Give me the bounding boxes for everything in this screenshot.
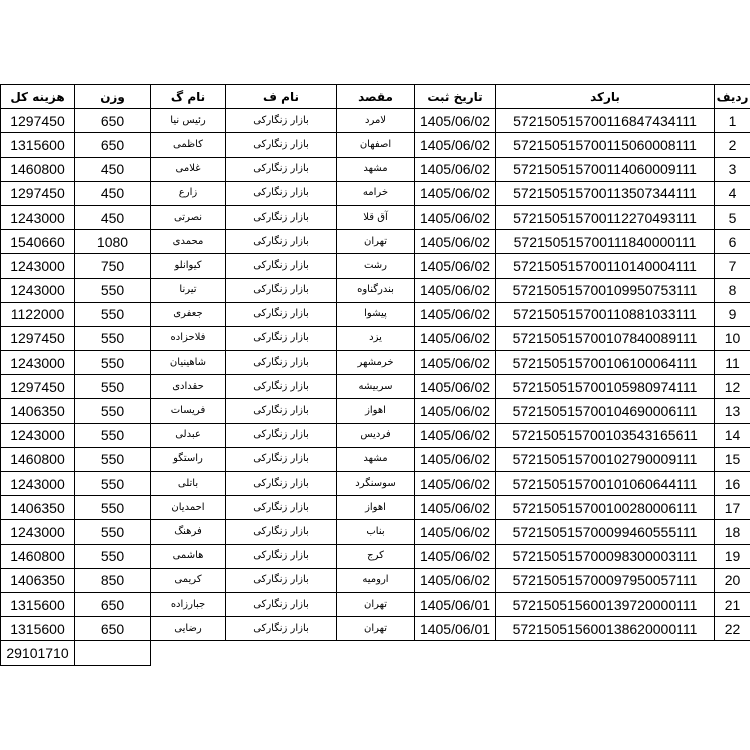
total-empty-cell <box>226 641 337 665</box>
weight-cell: 750 <box>75 254 151 278</box>
table-row <box>1 302 750 326</box>
total-empty-cell <box>415 641 496 665</box>
row-number: 3 <box>715 157 750 181</box>
cost-cell: 1297450 <box>1 326 75 350</box>
cost-cell: 1406350 <box>1 496 75 520</box>
last-name-cell: جعفری <box>151 302 226 326</box>
header-date: تاریخ ثبت <box>415 85 496 109</box>
row-number: 13 <box>715 399 750 423</box>
barcode-cell: 572150515700109950753111 <box>496 278 715 302</box>
row-number: 2 <box>715 133 750 157</box>
date-cell: 1405/06/02 <box>415 351 496 375</box>
cost-cell: 1243000 <box>1 205 75 229</box>
barcode-cell: 572150515700098300003111 <box>496 544 715 568</box>
last-name-cell: عبدلی <box>151 423 226 447</box>
table-row <box>1 520 750 544</box>
barcode-cell: 572150515700107840089111 <box>496 326 715 350</box>
barcode-cell: 572150515700097950057111 <box>496 568 715 592</box>
row-number: 17 <box>715 496 750 520</box>
destination-cell: سربیشه <box>337 375 415 399</box>
first-name-cell: بازار زنگارکی <box>226 592 337 616</box>
destination-cell: یزد <box>337 326 415 350</box>
weight-cell: 550 <box>75 302 151 326</box>
destination-cell: پیشوا <box>337 302 415 326</box>
date-cell: 1405/06/01 <box>415 592 496 616</box>
weight-cell: 550 <box>75 326 151 350</box>
weight-cell: 550 <box>75 375 151 399</box>
destination-cell: تهران <box>337 592 415 616</box>
date-cell: 1405/06/02 <box>415 109 496 133</box>
last-name-cell: حقدادی <box>151 375 226 399</box>
weight-cell: 550 <box>75 520 151 544</box>
destination-cell: تهران <box>337 230 415 254</box>
destination-cell: بناب <box>337 520 415 544</box>
grand-total: 29101710 <box>1 641 75 665</box>
last-name-cell: جبارزاده <box>151 592 226 616</box>
table-row <box>1 205 750 229</box>
header-radif: ردیف <box>715 85 750 109</box>
cost-cell: 1243000 <box>1 520 75 544</box>
row-number: 18 <box>715 520 750 544</box>
barcode-cell: 572150515700106100064111 <box>496 351 715 375</box>
date-cell: 1405/06/02 <box>415 278 496 302</box>
weight-cell: 650 <box>75 109 151 133</box>
weight-cell: 550 <box>75 447 151 471</box>
cost-cell: 1243000 <box>1 278 75 302</box>
table-row <box>1 423 750 447</box>
barcode-cell: 572150515700112270493111 <box>496 205 715 229</box>
last-name-cell: کریمی <box>151 568 226 592</box>
cost-cell: 1243000 <box>1 351 75 375</box>
table-row <box>1 496 750 520</box>
row-number: 11 <box>715 351 750 375</box>
row-number: 21 <box>715 592 750 616</box>
row-number: 22 <box>715 617 750 641</box>
header-barcode: بارکد <box>496 85 715 109</box>
date-cell: 1405/06/02 <box>415 254 496 278</box>
row-number: 10 <box>715 326 750 350</box>
header-total-cost: هزینه کل <box>1 85 75 109</box>
total-empty-cell <box>337 641 415 665</box>
first-name-cell: بازار زنگارکی <box>226 133 337 157</box>
cost-cell: 1122000 <box>1 302 75 326</box>
header-last-name: نام گ <box>151 85 226 109</box>
first-name-cell: بازار زنگارکی <box>226 496 337 520</box>
first-name-cell: بازار زنگارکی <box>226 278 337 302</box>
first-name-cell: بازار زنگارکی <box>226 447 337 471</box>
date-cell: 1405/06/02 <box>415 447 496 471</box>
date-cell: 1405/06/02 <box>415 181 496 205</box>
table-row <box>1 592 750 616</box>
barcode-cell: 572150515700102790009111 <box>496 447 715 471</box>
table-row <box>1 472 750 496</box>
table-row <box>1 230 750 254</box>
weight-cell: 450 <box>75 205 151 229</box>
total-empty-cell <box>715 641 750 665</box>
cost-cell: 1243000 <box>1 423 75 447</box>
destination-cell: مشهد <box>337 157 415 181</box>
cost-cell: 1460800 <box>1 157 75 181</box>
row-number: 19 <box>715 544 750 568</box>
destination-cell: سوسنگرد <box>337 472 415 496</box>
destination-cell: خرمشهر <box>337 351 415 375</box>
first-name-cell: بازار زنگارکی <box>226 109 337 133</box>
header-destination: مقصد <box>337 85 415 109</box>
cost-cell: 1297450 <box>1 109 75 133</box>
first-name-cell: بازار زنگارکی <box>226 157 337 181</box>
weight-cell: 550 <box>75 472 151 496</box>
date-cell: 1405/06/02 <box>415 205 496 229</box>
destination-cell: تهران <box>337 617 415 641</box>
weight-cell: 550 <box>75 278 151 302</box>
table-row <box>1 568 750 592</box>
last-name-cell: کاظمی <box>151 133 226 157</box>
weight-cell: 650 <box>75 133 151 157</box>
last-name-cell: احمدیان <box>151 496 226 520</box>
cost-cell: 1406350 <box>1 399 75 423</box>
last-name-cell: راستگو <box>151 447 226 471</box>
last-name-cell: رئیس نیا <box>151 109 226 133</box>
weight-cell: 550 <box>75 496 151 520</box>
table-row <box>1 326 750 350</box>
total-empty-cell <box>151 641 226 665</box>
date-cell: 1405/06/02 <box>415 133 496 157</box>
first-name-cell: بازار زنگارکی <box>226 472 337 496</box>
cost-cell: 1540660 <box>1 230 75 254</box>
first-name-cell: بازار زنگارکی <box>226 181 337 205</box>
first-name-cell: بازار زنگارکی <box>226 205 337 229</box>
barcode-cell: 572150515700114060009111 <box>496 157 715 181</box>
barcode-cell: 572150515700099460555111 <box>496 520 715 544</box>
cost-cell: 1460800 <box>1 544 75 568</box>
shipment-table <box>0 84 750 666</box>
destination-cell: اهواز <box>337 496 415 520</box>
weight-cell: 650 <box>75 592 151 616</box>
table-row <box>1 617 750 641</box>
barcode-cell: 572150515700113507344111 <box>496 181 715 205</box>
last-name-cell: رضایی <box>151 617 226 641</box>
row-number: 15 <box>715 447 750 471</box>
cost-cell: 1243000 <box>1 254 75 278</box>
barcode-cell: 572150515700100280006111 <box>496 496 715 520</box>
cost-cell: 1315600 <box>1 617 75 641</box>
date-cell: 1405/06/02 <box>415 544 496 568</box>
row-number: 7 <box>715 254 750 278</box>
table-row <box>1 447 750 471</box>
last-name-cell: فلاحزاده <box>151 326 226 350</box>
table-row <box>1 109 750 133</box>
barcode-cell: 572150515700116847434111 <box>496 109 715 133</box>
barcode-cell: 572150515700103543165611 <box>496 423 715 447</box>
destination-cell: اهواز <box>337 399 415 423</box>
first-name-cell: بازار زنگارکی <box>226 617 337 641</box>
first-name-cell: بازار زنگارکی <box>226 568 337 592</box>
last-name-cell: تیرنا <box>151 278 226 302</box>
row-number: 20 <box>715 568 750 592</box>
first-name-cell: بازار زنگارکی <box>226 544 337 568</box>
table-row <box>1 544 750 568</box>
row-number: 4 <box>715 181 750 205</box>
total-empty-cell <box>496 641 715 665</box>
row-number: 12 <box>715 375 750 399</box>
row-number: 1 <box>715 109 750 133</box>
date-cell: 1405/06/02 <box>415 399 496 423</box>
first-name-cell: بازار زنگارکی <box>226 230 337 254</box>
weight-cell: 550 <box>75 351 151 375</box>
last-name-cell: زارع <box>151 181 226 205</box>
table-row <box>1 375 750 399</box>
cost-cell: 1297450 <box>1 181 75 205</box>
last-name-cell: محمدی <box>151 230 226 254</box>
row-number: 16 <box>715 472 750 496</box>
destination-cell: رشت <box>337 254 415 278</box>
weight-cell: 550 <box>75 544 151 568</box>
weight-cell: 550 <box>75 399 151 423</box>
weight-cell: 450 <box>75 157 151 181</box>
cost-cell: 1460800 <box>1 447 75 471</box>
destination-cell: خرامه <box>337 181 415 205</box>
barcode-cell: 572150515600138620000111 <box>496 617 715 641</box>
total-empty-cell <box>75 641 151 665</box>
last-name-cell: فریسات <box>151 399 226 423</box>
date-cell: 1405/06/02 <box>415 496 496 520</box>
row-number: 6 <box>715 230 750 254</box>
first-name-cell: بازار زنگارکی <box>226 520 337 544</box>
date-cell: 1405/06/02 <box>415 423 496 447</box>
barcode-cell: 572150515700110881033111 <box>496 302 715 326</box>
cost-cell: 1315600 <box>1 592 75 616</box>
destination-cell: ارومیه <box>337 568 415 592</box>
last-name-cell: هاشمی <box>151 544 226 568</box>
last-name-cell: کیوانلو <box>151 254 226 278</box>
row-number: 5 <box>715 205 750 229</box>
weight-cell: 450 <box>75 181 151 205</box>
barcode-cell: 572150515700105980974111 <box>496 375 715 399</box>
row-number: 14 <box>715 423 750 447</box>
table-row <box>1 278 750 302</box>
table-row <box>1 351 750 375</box>
header-first-name: نام ف <box>226 85 337 109</box>
total-row <box>1 641 750 665</box>
destination-cell: بندرگناوه <box>337 278 415 302</box>
header-weight: وزن <box>75 85 151 109</box>
cost-cell: 1406350 <box>1 568 75 592</box>
weight-cell: 650 <box>75 617 151 641</box>
header-row <box>1 85 750 109</box>
barcode-cell: 572150515700115060008111 <box>496 133 715 157</box>
first-name-cell: بازار زنگارکی <box>226 254 337 278</box>
cost-cell: 1315600 <box>1 133 75 157</box>
barcode-cell: 572150515700111840000111 <box>496 230 715 254</box>
weight-cell: 850 <box>75 568 151 592</box>
date-cell: 1405/06/02 <box>415 520 496 544</box>
last-name-cell: غلامی <box>151 157 226 181</box>
barcode-cell: 572150515700101060644111 <box>496 472 715 496</box>
last-name-cell: فرهنگ <box>151 520 226 544</box>
destination-cell: آق قلا <box>337 205 415 229</box>
first-name-cell: بازار زنگارکی <box>226 302 337 326</box>
weight-cell: 1080 <box>75 230 151 254</box>
barcode-cell: 572150515700110140004111 <box>496 254 715 278</box>
first-name-cell: بازار زنگارکی <box>226 375 337 399</box>
date-cell: 1405/06/02 <box>415 326 496 350</box>
last-name-cell: نصرتی <box>151 205 226 229</box>
cost-cell: 1297450 <box>1 375 75 399</box>
cost-cell: 1243000 <box>1 472 75 496</box>
date-cell: 1405/06/02 <box>415 230 496 254</box>
first-name-cell: بازار زنگارکی <box>226 399 337 423</box>
destination-cell: کرج <box>337 544 415 568</box>
date-cell: 1405/06/02 <box>415 157 496 181</box>
date-cell: 1405/06/01 <box>415 617 496 641</box>
barcode-cell: 572150515700104690006111 <box>496 399 715 423</box>
date-cell: 1405/06/02 <box>415 302 496 326</box>
table-row <box>1 399 750 423</box>
date-cell: 1405/06/02 <box>415 375 496 399</box>
last-name-cell: شاهینیان <box>151 351 226 375</box>
date-cell: 1405/06/02 <box>415 472 496 496</box>
weight-cell: 550 <box>75 423 151 447</box>
first-name-cell: بازار زنگارکی <box>226 326 337 350</box>
destination-cell: اصفهان <box>337 133 415 157</box>
destination-cell: لامرد <box>337 109 415 133</box>
table-row <box>1 133 750 157</box>
row-number: 9 <box>715 302 750 326</box>
row-number: 8 <box>715 278 750 302</box>
barcode-cell: 572150515600139720000111 <box>496 592 715 616</box>
destination-cell: فردیس <box>337 423 415 447</box>
last-name-cell: باتلی <box>151 472 226 496</box>
table-row <box>1 254 750 278</box>
destination-cell: مشهد <box>337 447 415 471</box>
first-name-cell: بازار زنگارکی <box>226 351 337 375</box>
date-cell: 1405/06/02 <box>415 568 496 592</box>
table-row <box>1 181 750 205</box>
table-row <box>1 157 750 181</box>
first-name-cell: بازار زنگارکی <box>226 423 337 447</box>
